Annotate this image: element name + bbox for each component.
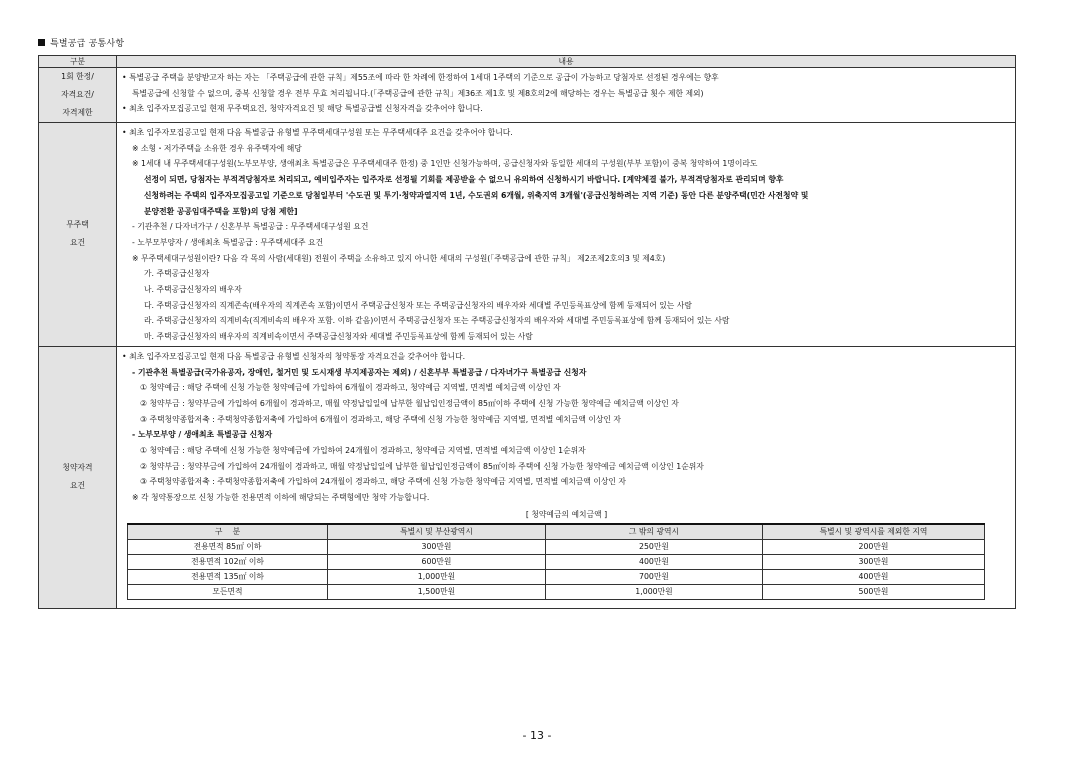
content-line: 신청하려는 주택의 입주자모집공고일 기준으로 당첨일부터 '수도권 및 투기‧청약과열지역 1년, 수도권외 6개월, 위축지역 3개월'(공급신청하려는 지역 기준) 동안 다른 분양주택(민간 사전청약 및 — [144, 190, 809, 200]
deposit-cell: 600만원 — [328, 554, 546, 569]
deposit-row — [128, 584, 985, 599]
deposit-cell: 1,000만원 — [328, 569, 546, 584]
deposit-header-cell: 특별시 및 부산광역시 — [328, 524, 546, 540]
row-category-line: 요건 — [69, 481, 86, 491]
row-category-line: 자격제한 — [62, 108, 93, 117]
row-category — [39, 346, 117, 608]
row-category — [39, 123, 117, 347]
content-line: • 최초 입주자모집공고일 현재 다음 특별공급 유형별 신청자의 청약통장 자격요건을 갖추어야 합니다. — [122, 351, 466, 361]
content-line: 특별공급에 신청할 수 없으며, 중복 신청할 경우 전부 무효 처리됩니다.(「주택공급에 관한 규칙」제36조 제1호 및 제8호의2에 해당하는 경우는 특별공급 횟수 제한 제외) — [132, 88, 704, 98]
deposit-cell: 전용면적 85㎡ 이하 — [128, 539, 328, 554]
deposit-header-row — [128, 524, 985, 540]
page-number: - 13 - — [522, 729, 552, 742]
content-line: - 노부모부양자 / 생애최초 특별공급 : 무주택세대주 요건 — [132, 237, 324, 247]
deposit-table-caption: [ 청약예금의 예치금액 ] — [525, 509, 608, 519]
content-line: ② 청약부금 : 청약부금에 가입하여 24개월이 경과하고, 매월 약정납입일에 납부한 월납입인정금액이 85㎡이하 주택에 신청 가능한 청약예금 예치금액 이상인 1순위자 — [140, 461, 704, 471]
deposit-header-cell: 특별시 및 광역시를 제외한 지역 — [763, 524, 985, 540]
header-content: 내용 — [117, 56, 1016, 68]
deposit-header-cell: 그 밖의 광역시 — [546, 524, 763, 540]
row-category-line: 무주택 — [66, 220, 89, 230]
deposit-cell: 700만원 — [546, 569, 763, 584]
content-line: ※ 1세대 내 무주택세대구성원(노부모부양, 생애최초 특별공급은 무주택세대주 한정) 중 1인만 신청가능하며, 공급신청자와 동일한 세대의 구성원(부부 포함)이 중복 청약하여 1명이라도 — [132, 159, 758, 169]
deposit-row — [128, 569, 985, 584]
deposit-cell: 500만원 — [763, 584, 985, 599]
section-heading-text: 특별공급 공통사항 — [50, 39, 125, 49]
deposit-header-cell: 구 분 — [128, 524, 328, 540]
row-content — [117, 68, 1016, 123]
deposit-cell: 400만원 — [763, 569, 985, 584]
section-heading — [38, 36, 124, 49]
deposit-cell: 전용면적 102㎡ 이하 — [128, 554, 328, 569]
content-line: 분양전환 공공임대주택을 포함)의 당첨 제한] — [144, 206, 298, 216]
content-line: 나. 주택공급신청자의 배우자 — [144, 285, 242, 295]
content-line: • 최초 입주자모집공고일 현재 무주택요건, 청약자격요건 및 해당 특별공급별 신청자격을 갖추어야 합니다. — [122, 104, 483, 114]
table-row — [39, 68, 1016, 123]
content-line: 선정이 되면, 당첨자는 부적격당첨자로 처리되고, 예비입주자는 입주자로 선정될 기회를 제공받을 수 없으니 유의하여 신청하시기 바랍니다. [계약체결 불가, 부적격당첨자로 관리되며 향후 — [144, 175, 784, 185]
content-line: - 기관추천 특별공급(국가유공자, 장애인, 철거민 및 도시재생 부지제공자는 제외) / 신혼부부 특별공급 / 다자녀가구 특별공급 신청자 — [132, 367, 587, 377]
content-line: ③ 주택청약종합저축 : 주택청약종합저축에 가입하여 6개월이 경과하고, 해당 주택에 신청 가능한 청약예금 지역별, 면적별 예치금액 이상인 자 — [140, 414, 621, 424]
deposit-cell: 200만원 — [763, 539, 985, 554]
content-line: - 기관추천 / 다자녀가구 / 신혼부부 특별공급 : 무주택세대구성원 요건 — [132, 222, 369, 232]
row-lines — [122, 349, 1011, 506]
row-content — [117, 346, 1016, 608]
row-category-line: 1회 한정/ — [61, 72, 94, 81]
content-line: ① 청약예금 : 해당 주택에 신청 가능한 청약예금에 가입하여 6개월이 경과하고, 청약예금 지역별, 면적별 예치금액 이상인 자 — [140, 383, 561, 393]
deposit-row — [128, 539, 985, 554]
content-line: 가. 주택공급신청자 — [144, 269, 210, 279]
deposit-cell: 전용면적 135㎡ 이하 — [128, 569, 328, 584]
deposit-cell: 250만원 — [546, 539, 763, 554]
content-line: • 최초 입주자모집공고일 현재 다음 특별공급 유형별 무주택세대구성원 또는 무주택세대주 요건을 갖추어야 합니다. — [122, 128, 513, 137]
content-line: ① 청약예금 : 해당 주택에 신청 가능한 청약예금에 가입하여 24개월이 경과하고, 청약예금 지역별, 면적별 예치금액 이상인 1순위자 — [140, 446, 586, 456]
content-line: 마. 주택공급신청자의 배우자의 직계비속이면서 주택공급신청자와 세대별 주민등록표상에 함께 등재되어 있는 사람 — [144, 332, 533, 342]
deposit-cell: 모든면적 — [128, 584, 328, 599]
table-row — [39, 123, 1016, 347]
special-supply-table — [38, 55, 1016, 609]
content-line: ※ 무주택세대구성원이란? 다음 각 목의 사람(세대원) 전원이 주택을 소유하고 있지 아니한 세대의 구성원(「주택공급에 관한 규칙」 제2조제2호의3 및 제4호) — [132, 253, 666, 263]
deposit-cell: 300만원 — [763, 554, 985, 569]
table-row — [39, 346, 1016, 608]
content-line: - 노부모부양 / 생애최초 특별공급 신청자 — [132, 430, 273, 440]
deposit-cell: 1,500만원 — [328, 584, 546, 599]
header-category: 구분 — [39, 56, 117, 68]
content-line: 다. 주택공급신청자의 직계존속(배우자의 직계존속 포함)이면서 주택공급신청자 또는 주택공급신청자의 배우자와 세대별 주민등록표상에 함께 등재되어 있는 사람 — [144, 300, 692, 310]
deposit-cell: 400만원 — [546, 554, 763, 569]
content-line: ② 청약부금 : 청약부금에 가입하여 6개월이 경과하고, 매월 약정납입일에 납부한 월납입인정금액이 85㎡이하 주택에 신청 가능한 청약예금 예치금액 이상인 자 — [140, 398, 679, 408]
row-category — [39, 68, 117, 123]
deposit-row — [128, 554, 985, 569]
deposit-cell: 1,000만원 — [546, 584, 763, 599]
content-line: ③ 주택청약종합저축 : 주택청약종합저축에 가입하여 24개월이 경과하고, 해당 주택에 신청 가능한 청약예금 지역별, 면적별 예치금액 이상인 자 — [140, 477, 626, 487]
row-content — [117, 123, 1016, 347]
content-line: ※ 소형・저가주택을 소유한 경우 유주택자에 해당 — [132, 143, 302, 153]
row-category-line: 청약자격 — [62, 463, 93, 473]
square-bullet-icon — [38, 39, 45, 46]
content-line: • 특별공급 주택을 분양받고자 하는 자는 「주택공급에 관한 규칙」제55조에 따라 한 차례에 한정하여 1세대 1주택의 기준으로 공급이 가능하고 당첨자로 선정된 경우에는 향후 — [122, 73, 719, 82]
content-line: 라. 주택공급신청자의 직계비속(직계비속의 배우자 포함. 이하 같음)이면서 주택공급신청자 또는 주택공급신청자의 배우자와 세대별 주민등록표상에 함께 등재되어 있는 사람 — [144, 316, 730, 326]
table-header-row — [39, 56, 1016, 68]
deposit-table — [127, 523, 985, 600]
content-line: ※ 각 청약통장으로 신청 가능한 전용면적 이하에 해당되는 주택형에만 청약 가능합니다. — [132, 493, 430, 503]
row-category-line: 자격요건/ — [61, 90, 94, 99]
deposit-cell: 300만원 — [328, 539, 546, 554]
row-category-line: 요건 — [69, 238, 86, 248]
